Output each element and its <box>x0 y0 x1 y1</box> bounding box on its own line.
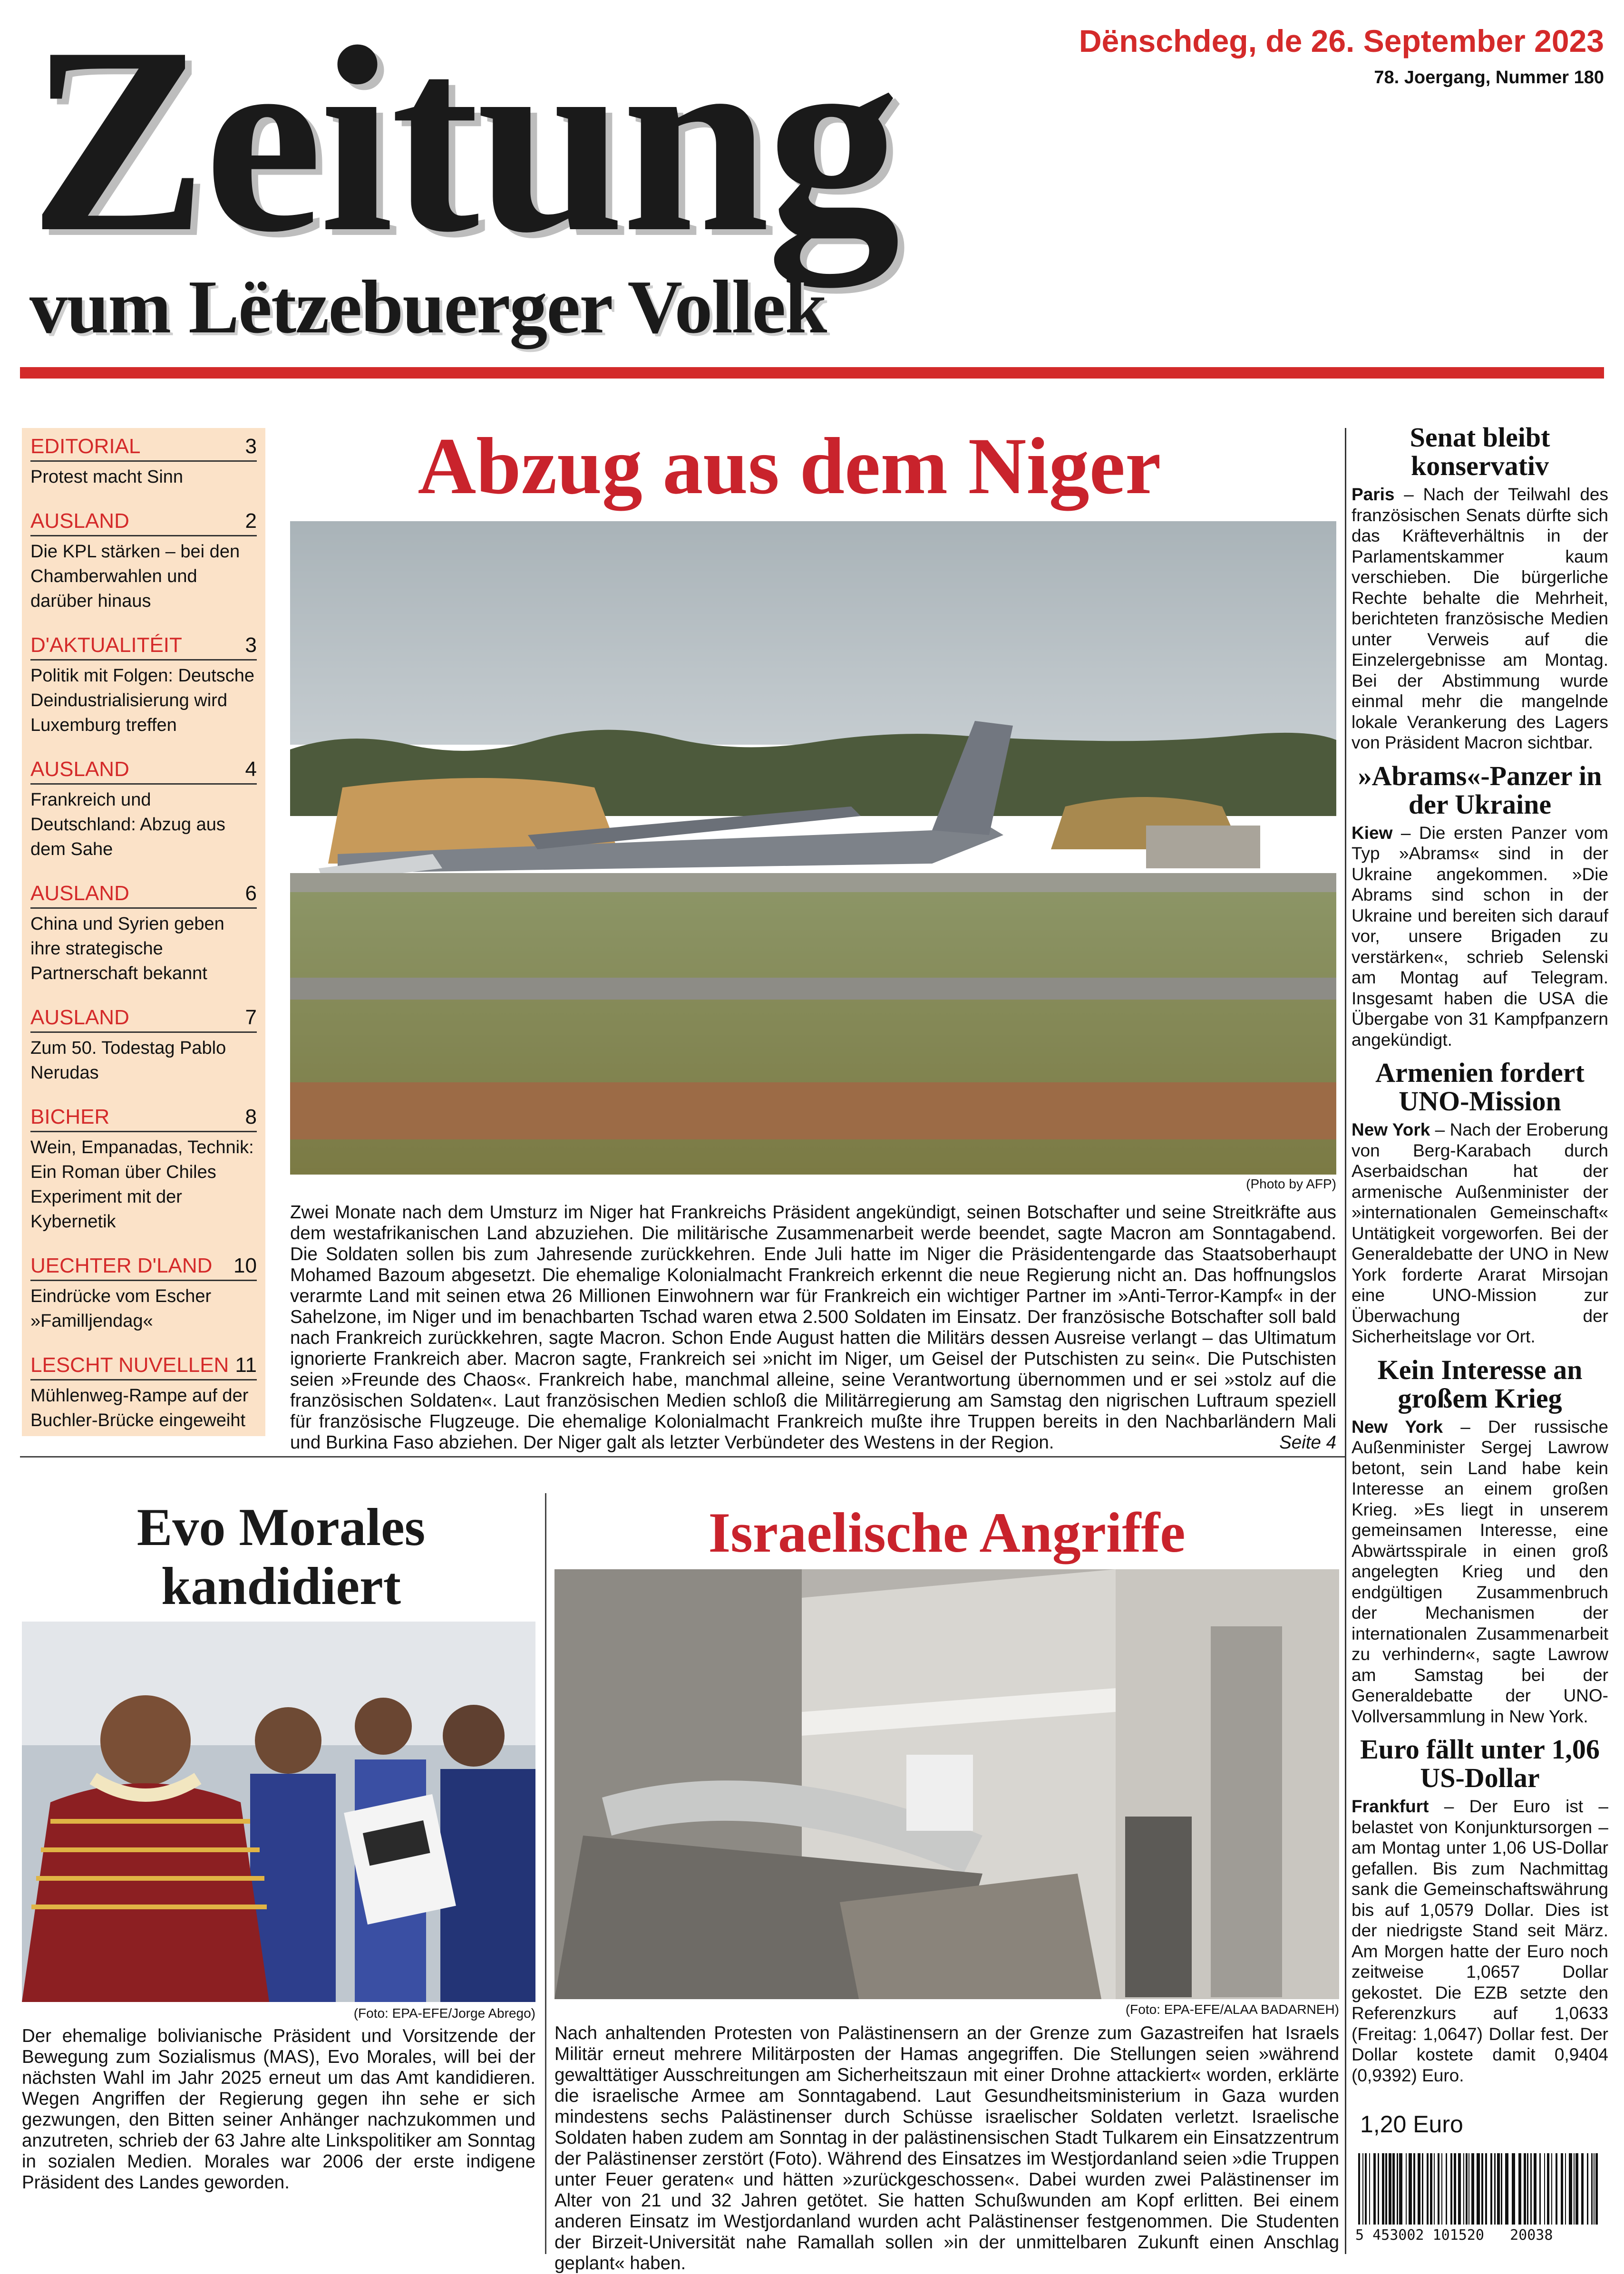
index-item[interactable] <box>30 1104 257 1234</box>
barcode-bar <box>1441 2153 1442 2225</box>
barcode-bar <box>1385 2153 1387 2225</box>
index-section: D'AKTUALITÉIT <box>30 633 182 657</box>
barcode-bar <box>1369 2153 1370 2225</box>
barcode-bar <box>1527 2153 1528 2225</box>
price: 1,20 Euro <box>1360 2111 1463 2138</box>
barcode-bar <box>1413 2153 1415 2225</box>
issue-number: 78. Joergang, Nummer 180 <box>1374 68 1604 87</box>
index-item[interactable] <box>30 434 257 489</box>
barcode-bar <box>1434 2153 1435 2225</box>
barcode-bars <box>1355 2153 1603 2225</box>
barcode-bar <box>1544 2153 1545 2225</box>
barcode-bar <box>1530 2153 1532 2225</box>
barcode-bar <box>1468 2153 1469 2225</box>
brief-place: New York <box>1352 1417 1443 1437</box>
index-page: 7 <box>245 1006 257 1029</box>
masthead-rule <box>20 367 1604 379</box>
index-section: UECHTER D'LAND <box>30 1254 213 1277</box>
index-text: Die KPL stärken – bei den Chamberwahlen und darüber hinaus <box>30 542 240 611</box>
barcode-bar <box>1389 2153 1391 2225</box>
barcode-bar <box>1466 2153 1468 2225</box>
lead-page-ref[interactable]: Seite 4 <box>1279 1432 1336 1453</box>
barcode-bar <box>1438 2153 1439 2225</box>
index-section: EDITORIAL <box>30 435 141 458</box>
index-page: 4 <box>245 758 257 781</box>
barcode-bar <box>1406 2153 1407 2225</box>
index-page: 8 <box>245 1105 257 1128</box>
brief-body: – Der Euro ist – belastet von Konjunktursorgen – am Montag unter 1,06 US-Dollar gefallen. Bis zum Nachmittag sank die Gemeinschaftswährung bis auf 1,0579 Dollar. Dies ist der niedrigste Stand seit März. Am Morgen hatte der Euro noch zeitweise 1,0657 Dollar gekostet. Die EZB setzte den Referenzkurs auf 1,0633 (Freitag: 1,0647) Dollar fest. Der Dollar kostete damit 0,9404 (0,9392) Euro. <box>1352 1797 1608 2085</box>
brief-body: – Die ersten Panzer vom Typ »Abrams« sind in der Ukraine angekommen. »Die Abrams sind schon in der Ukraine und bereiten sich darauf vor, unsere Brigaden zu verstärken«, schrieb Selenski am Montag auf Telegram. Insgesamt haben die USA die Übergabe von 31 Kampfpanzern angekündigt. <box>1352 823 1608 1050</box>
index-item[interactable] <box>30 508 257 613</box>
barcode-bar <box>1427 2153 1429 2225</box>
brief-place: Kiew <box>1352 823 1393 843</box>
barcode-bar <box>1551 2153 1552 2225</box>
barcode-bar <box>1409 2153 1412 2225</box>
barcode-bar <box>1494 2153 1496 2225</box>
index-text: Politik mit Folgen: Deutsche Deindustrialisierung wird Luxemburg treffen <box>30 666 254 735</box>
lead-photo-airplane <box>290 521 1336 1175</box>
brief-body: – Der russische Außenminister Sergej Lawrow betont, sein Land habe kein Interesse an einem großen Krieg. »Es liegt in unserem gemeinsamen Interesse, eine Abwärtsspirale in einen groß angelegten Krieg und den endgültigen Zusammenbruch der Mechanismen der internationalen Zusammenarbeit zu verhindern«, sagte Lawrow am Samstag bei der Generaldebatte der UNO-Vollversammlung in New York. <box>1352 1417 1609 1726</box>
index-section: AUSLAND <box>30 882 129 905</box>
barcode-bar <box>1399 2153 1402 2225</box>
lead-photo-credit: (Photo by AFP) <box>1246 1176 1336 1191</box>
israel-headline: Israelische Angriffe <box>708 1501 1186 1564</box>
brief <box>1352 1356 1608 1727</box>
index-page: 11 <box>235 1353 257 1377</box>
barcode-bar <box>1556 2153 1557 2225</box>
index-item[interactable] <box>30 881 257 986</box>
barcode-bar <box>1575 2153 1578 2225</box>
evo-photo-credit: (Foto: EPA-EFE/Jorge Abrego) <box>353 2006 535 2021</box>
barcode-bar <box>1477 2153 1480 2225</box>
index-item[interactable] <box>30 757 257 862</box>
brief-text <box>1352 1119 1608 1347</box>
barcode-bar <box>1422 2153 1423 2225</box>
brief-headline: Kein Interesse an großem Krieg <box>1377 1354 1583 1414</box>
barcode-bar <box>1547 2153 1549 2225</box>
barcode-bar <box>1454 2153 1456 2225</box>
barcode-bar <box>1505 2153 1508 2225</box>
barcode-bar <box>1397 2153 1398 2225</box>
brief-headline: Senat bleibt konservativ <box>1410 422 1550 481</box>
index-text: Wein, Empanadas, Technik: Ein Roman über Chiles Experiment mit der Kybernetik <box>30 1137 254 1232</box>
section-divider <box>20 1456 1345 1458</box>
brief-headline: »Abrams«-Panzer in der Ukraine <box>1358 760 1602 820</box>
evo-body: Der ehemalige bolivianische Präsident und Vorsitzende der Bewegung zum Sozialismus (MAS), Evo Morales, will bei der nächsten Wahl im Jahr 2025 erneut um das Amt kandidieren. Wegen Angriffen der Regierung gegen ihn sehe er sich gezwungen, den Bitten seiner Anhänger nachzukommen und anzutreten, schrieb der 63 Jahre alte Linkspolitiker am Sonntag in sozialen Medien. Morales war 2006 der erste indigene Präsident des Landes geworden. <box>22 2026 535 2193</box>
barcode-bar <box>1539 2153 1541 2225</box>
brief <box>1352 1735 1608 2086</box>
brief <box>1352 1059 1608 1347</box>
evo-photo-rally <box>22 1622 535 2002</box>
index-page: 2 <box>245 509 257 533</box>
brief-text <box>1352 823 1608 1050</box>
index-item[interactable] <box>30 1352 257 1433</box>
barcode-bar <box>1569 2153 1572 2225</box>
index-page: 6 <box>245 882 257 905</box>
barcode-bar <box>1497 2153 1500 2225</box>
issue-date: Dënschdeg, de 26. September 2023 <box>1079 23 1604 58</box>
barcode-bar <box>1418 2153 1420 2225</box>
index-page: 3 <box>245 633 257 657</box>
index-section: BICHER <box>30 1105 110 1128</box>
index-box <box>22 428 265 1436</box>
barcode-digits: 5 453002 101520 20038 <box>1355 2227 1553 2244</box>
barcode-bar <box>1450 2153 1452 2225</box>
column-rule <box>1345 428 1346 2254</box>
brief-body: – Nach der Teilwahl des französischen Senats dürfte sich das Kräfteverhältnis in der Parlamentskammer kaum verschieben. Die bürgerliche Rechte behalte die Mehrheit, berichteten französische Medien unter Verweis auf die Einzelergebnisse am Montag. Bei der Abstimmung wurde einmal mehr die mangelnde lokale Verankerung des Lagers von Präsident Macron sichtbar. <box>1352 485 1608 752</box>
barcode-bar <box>1534 2153 1536 2225</box>
brief-headline: Armenien fordert UNO-Mission <box>1375 1057 1585 1117</box>
lead-body-text: Zwei Monate nach dem Umsturz im Niger hat Frankreichs Präsident angekündigt, seinen Botschafter und seine Streitkräfte aus dem westafrikanischen Land abzuziehen. Die militärische Zusammenarbeit werde beendet, sagte Macron am Sonntagabend. Die Soldaten sollen bis zum Jahresende zurückkehren. Ende Juli hatte im Niger die Präsidentengarde das Staatsoberhaupt Mohamed Bazoum abgesetzt. Die ehemalige Kolonialmacht Frankreich erkennt die neue Regierung nicht an. Das hoffnungslos verarmte Land mit seinen etwa 26 Millionen Einwohnern war für Frankreich ein wichtiger Partner im »Anti-Terror-Kampf« in der Sahelzone, im Niger und im benachbarten Tschad waren etwa 2.500 Soldaten im Einsatz. Der französische Botschafter soll bald nach Frankreich zurückkehren, sagte Macron. Schon Ende August hatten die Militärs dessen Ausreise verlangt – das Ultimatum ignorierte Frankreich aber. Macron sagte, Frankreich sei »nicht im Niger, um Geisel der Putschisten zu sein«. Die Putschisten seien »Freunde des Chaos«. Frankreich habe, manchmal alleine, seine Verantwortung übernommen und er sei »stolz auf die französischen Soldaten«. Laut französischen Medien schloß die Militärregierung am Samstag den nigrischen Luftraum speziell für französische Flugzeuge. Die ehemalige Kolonialmacht Frankreich mußte ihre Truppen bereits in den Nachbarländern Mali und Burkina Faso abziehen. Der Niger galt als letzter Verbündeter des Westens in der Region. <box>290 1202 1336 1453</box>
barcode-bar <box>1463 2153 1464 2225</box>
brief-text <box>1352 1417 1608 1727</box>
brief-headline: Euro fällt unter 1,06 US-Dollar <box>1360 1734 1600 1793</box>
index-item[interactable] <box>30 1005 257 1085</box>
barcode-bar <box>1512 2153 1515 2225</box>
masthead-title: Zeitung <box>29 0 898 287</box>
brief-place: New York <box>1352 1120 1430 1139</box>
index-item[interactable] <box>30 1253 257 1333</box>
index-item[interactable] <box>30 632 257 738</box>
barcode-bar <box>1382 2153 1384 2225</box>
barcode-bar <box>1574 2153 1575 2225</box>
barcode-bar <box>1595 2153 1598 2225</box>
barcode-bar <box>1365 2153 1367 2225</box>
barcode-bar <box>1561 2153 1563 2225</box>
evo-headline: Evo Morales kandidiert <box>136 1498 426 1616</box>
index-page: 3 <box>245 435 257 458</box>
barcode-bar <box>1458 2153 1461 2225</box>
barcode-bar <box>1481 2153 1483 2225</box>
news-briefs <box>1352 423 1608 2145</box>
barcode-bar <box>1490 2153 1492 2225</box>
masthead-subtitle: vum Lëtzebuerger Vollek <box>29 264 827 349</box>
index-text: Eindrücke vom Escher »Familljendag« <box>30 1286 212 1331</box>
brief-text <box>1352 1796 1608 2086</box>
barcode-bar <box>1378 2153 1379 2225</box>
barcode-bar <box>1594 2153 1595 2225</box>
index-text: Zum 50. Todestag Pablo Nerudas <box>30 1038 226 1083</box>
israel-body: Nach anhaltenden Protesten von Palästinensern an der Grenze zum Gazastreifen hat Israels Militär erneut mehrere Militärposten der Hamas angegriffen. Die Stellungen seien »während gewalttätiger Ausschreitungen am Sicherheitszaun mit einer Drohne attackiert« worden, erklärte die israelische Armee am Sonntagabend. Laut Gesundheitsministerium in Gaza wurden mindestens sechs Palästinenser durch Schüsse israelischer Soldaten verletzt. Israelische Soldaten haben zudem am Sonntag in der palästinensischen Stadt Tulkarem ein Einsatzzentrum der Palästinenser zerstört (Foto). Während des Einsatzes im Westjordanland seien »die Truppen unter Feuer geraten« und hätten »zurückgeschossen«. Dabei wurden zwei Palästinenser im Alter von 21 und 32 Jahren getötet. Sie hatten Schußwunden am Kopf erlitten. Bei einem anderen Einsatz im Westjordanland wurden acht Palästinenser festgenommen. Die Studenten der Birzeit-Universität nahe Ramallah sollen »in der unmittelbaren Zukunft einen Anschlag geplant« haben. <box>554 2023 1339 2274</box>
brief-body: – Nach der Eroberung von Berg-Karabach durch Aserbaidschan hat der armenische Außenminister der »internationalen Gemeinschaft« Untätigkeit vorgeworfen. Bei der Generaldebatte der UNO in New York forderte Ararat Mirsojan eine UNO-Mission zur Überwachung der Sicherheitslage vor Ort. <box>1352 1120 1608 1346</box>
barcode-bar <box>1373 2153 1376 2225</box>
barcode-bar <box>1446 2153 1447 2225</box>
lead-body <box>290 1202 1336 1453</box>
barcode-bar <box>1358 2153 1360 2225</box>
barcode-bar <box>1471 2153 1474 2225</box>
israel-photo-destroyed-building <box>554 1569 1339 1999</box>
barcode <box>1355 2153 1603 2244</box>
index-text: Mühlenweg-Rampe auf der Buchler-Brücke eingeweiht <box>30 1386 249 1430</box>
index-text: China und Syrien geben ihre strategische Partnerschaft bekannt <box>30 914 224 983</box>
index-page: 10 <box>233 1254 257 1277</box>
barcode-bar <box>1524 2153 1526 2225</box>
index-section: AUSLAND <box>30 758 129 781</box>
barcode-bar <box>1392 2153 1395 2225</box>
index-section: AUSLAND <box>30 509 129 533</box>
barcode-bar <box>1565 2153 1566 2225</box>
barcode-bar <box>1591 2153 1593 2225</box>
barcode-bar <box>1518 2153 1521 2225</box>
brief <box>1352 762 1608 1050</box>
column-divider <box>545 1493 546 2254</box>
index-text: Frankreich und Deutschland: Abzug aus dem Sahe <box>30 790 225 859</box>
brief-place: Frankfurt <box>1352 1797 1429 1816</box>
index-section: LESCHT NUVELLEN <box>30 1353 229 1377</box>
index-text: Protest macht Sinn <box>30 467 184 487</box>
brief <box>1352 423 1608 753</box>
israel-photo-credit: (Foto: EPA-EFE/ALAA BADARNEH) <box>1125 2002 1339 2017</box>
barcode-bar <box>1587 2153 1588 2225</box>
barcode-bar <box>1581 2153 1584 2225</box>
brief-text <box>1352 484 1608 753</box>
barcode-bar <box>1501 2153 1502 2225</box>
barcode-bar <box>1485 2153 1487 2225</box>
lead-headline: Abzug aus dem Niger <box>418 421 1161 511</box>
index-section: AUSLAND <box>30 1006 129 1029</box>
brief-place: Paris <box>1352 485 1395 504</box>
barcode-bar <box>1362 2153 1363 2225</box>
barcode-bar <box>1430 2153 1432 2225</box>
